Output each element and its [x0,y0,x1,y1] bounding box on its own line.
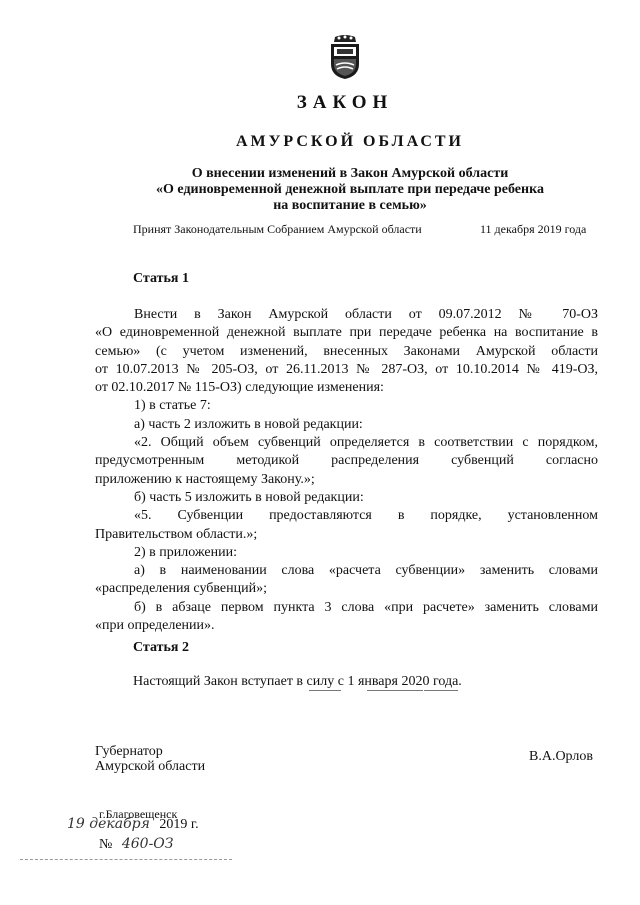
text-line: предусмотренным методикой распределения субвенций согласно [95,453,598,469]
handwritten-number: 460-ОЗ [121,836,174,852]
region-title: АМУРСКОЙ ОБЛАСТИ [236,133,464,150]
text-line: б) в абзаце первом пункта 3 слова «при расчете» заменить словами [134,599,598,615]
law-subject [100,166,600,214]
subject-line: «О единовременной денежной выплате при передаче ребенка [156,182,544,197]
text-line: приложению к настоящему Закону.»; [95,471,315,487]
governor-line: Губернатор [95,744,163,759]
article-2-text: Настоящий Закон вступает в силу с 1 января 2020 года. [133,674,462,689]
adoption-statement: Принят Законодательным Собранием Амурской области [133,222,422,236]
coat-of-arms-icon [328,34,362,80]
signer-name: В.А.Орлов [529,749,593,764]
number-prefix: № [99,837,113,852]
text-line: «5. Субвенции предоставляются в порядке, установленном [134,508,598,524]
text-line: от 02.10.2017 № 115-ОЗ) следующие изменения: [95,380,384,396]
text-line: б) часть 5 изложить в новой редакции: [134,489,364,505]
handwritten-underline [367,690,423,691]
handwritten-date: 19 декабря [67,816,150,832]
signing-date [67,816,199,833]
text-line: «2. Общий объем субвенций определяется в соответствии с порядком, [134,435,598,451]
text-line: а) часть 2 изложить в новой редакции: [134,416,363,432]
adoption-date: 11 декабря 2019 года [480,222,587,236]
article-1-body [95,306,598,635]
text-line: Внести в Закон Амурской области от 09.07.2012 № 70-ОЗ [134,307,598,322]
text-line: от 10.07.2013 № 205-ОЗ, от 26.11.2013 № 287-ОЗ, от 10.10.2014 № 419-ОЗ, [95,361,598,377]
governor-line: Амурской области [95,759,206,774]
subject-line: О внесении изменений в Закон Амурской области [191,166,509,181]
law-number [99,836,174,853]
article-1-heading: Статья 1 [133,271,189,286]
handwritten-underline [309,690,341,691]
article-2-heading: Статья 2 [133,640,189,655]
subject-line: на воспитание в семью» [273,198,427,213]
year-suffix: 2019 г. [159,817,199,832]
divider-line [20,859,232,860]
text-line: 1) в статье 7: [134,398,211,414]
text-line: семью» (с учетом изменений, внесенных Законами Амурской области [95,343,598,359]
document-title: ЗАКОН [296,92,394,113]
handwritten-underline [424,690,458,691]
text-line: Правительством области.»; [95,526,258,542]
text-line: 2) в приложении: [134,544,237,560]
text-line: а) в наименовании слова «расчета субвенции» заменить словами [134,563,598,579]
text-line: «распределения субвенций»; [95,581,267,597]
text-line: «при определении». [95,618,215,634]
governor-title [95,744,205,774]
text-line: «О единовременной денежной выплате при передаче ребенка на воспитание в [95,325,598,341]
city: г.Благовещенск [99,807,178,821]
